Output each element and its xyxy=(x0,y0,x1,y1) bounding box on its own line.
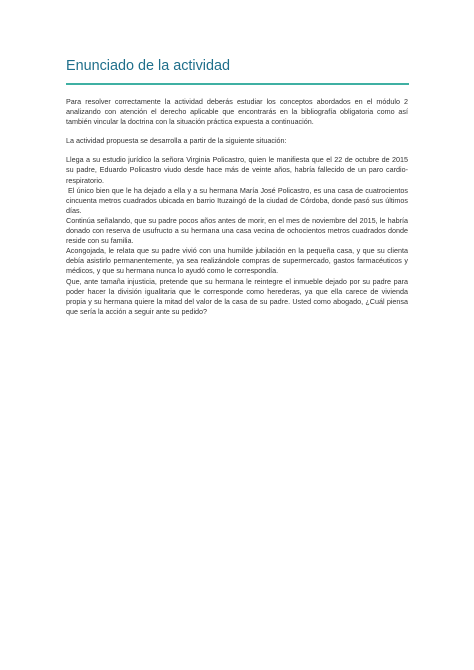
situation-paragraph-2: El único bien que le ha dejado a ella y a su hermana María José Policastro, es una casa de cuatrocientos cincuenta metros cuadrados ubicada en barrio Ituzaingó de la ciudad de Córdoba, donde pasó sus últimos días. xyxy=(66,185,408,215)
situation-paragraph-3: Continúa señalando, que su padre pocos años antes de morir, en el mes de noviembre del 2015, le habría donado con reserva de usufructo a su hermana una casa vecina de ochocientos metros cuadrados donde reside con su familia. xyxy=(66,215,408,246)
intro-paragraph: Para resolver correctamente la actividad deberás estudiar los conceptos abordados en el módulo 2 analizando con atención el derecho aplicable que encontrarás en la bibliografía obligatoria como así también vincular la doctrina con la situación práctica expuesta a continuación. xyxy=(66,97,408,127)
document-body xyxy=(66,97,408,317)
lead-paragraph: La actividad propuesta se desarrolla a partir de la siguiente situación: xyxy=(66,136,287,146)
situation-paragraph-4: Acongojada, le relata que su padre vivió con una humilde jubilación en la pequeña casa, y que su clienta debía asistirlo permanentemente, ya sea realizándole compras de supermercado, gastos farmacéuticos y médicos, y que su hermana nunca lo ayudó como le correspondía. xyxy=(66,246,408,276)
situation-paragraph-1: Llega a su estudio jurídico la señora Virginia Policastro, quien le manifiesta que el 22 de octubre de 2015 su padre, Eduardo Policastro viudo desde hace más de veinte años, habría fallecido de un paro cardio-respiratorio. xyxy=(66,155,408,185)
situation-paragraph-5: Que, ante tamaña injusticia, pretende que su hermana le reintegre el inmueble dejado por su padre para poder hacer la división igualitaria que le corresponde como herederas, ya que ella carece de vivienda propia y su hermana quiere la mitad del valor de la casa de su padre. Usted como abogado, ¿Cuál piensa que sería la acción a seguir ante su pedido? xyxy=(66,276,408,316)
page-title: Enunciado de la actividad xyxy=(66,58,231,74)
title-divider xyxy=(66,83,409,85)
